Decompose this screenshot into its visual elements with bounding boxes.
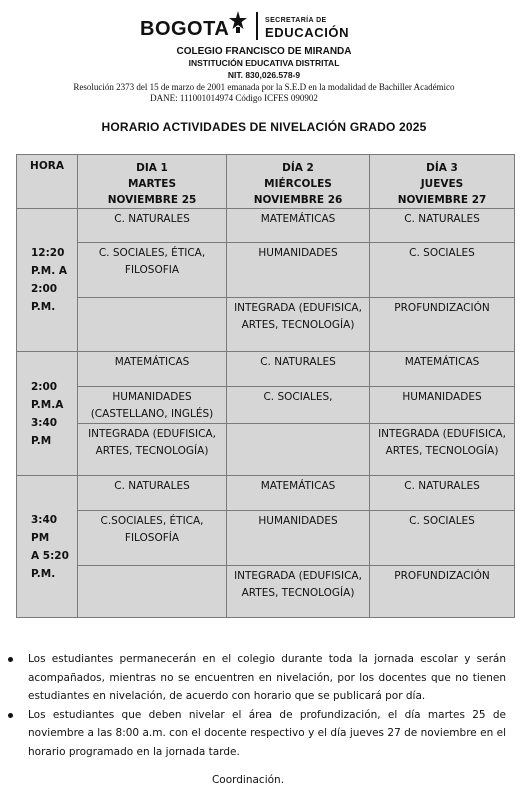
resolution-text: Resolución 2373 del 15 de marzo de 2001 emanada por la S.E.D en la modalidad de Bachiller Académico (73, 82, 455, 92)
subject-cell: MATEMÁTICAS (78, 352, 227, 387)
time-cell-block3: 3:40 PM A 5:20 P.M. (17, 476, 78, 618)
table-row (17, 476, 515, 511)
header-cell-day2: DÍA 2 MIÉRCOLES NOVIEMBRE 26 (227, 155, 370, 209)
document-title: HORARIO ACTIVIDADES DE NIVELACIÓN GRADO 2025 (101, 120, 427, 134)
schedule-table (16, 154, 515, 618)
subject-cell: C. SOCIALES (370, 243, 515, 298)
subject-cell (227, 424, 370, 476)
subject-cell: PROFUNDIZACIÓN (370, 566, 515, 618)
time-cell-block2: 2:00 P.M.A 3:40 P.M (17, 352, 78, 476)
logo-divider (256, 12, 258, 40)
table-row (17, 352, 515, 387)
table-row (17, 424, 515, 476)
subject-cell: HUMANIDADES (370, 387, 515, 424)
subject-cell: C. NATURALES (370, 209, 515, 243)
subject-cell: INTEGRADA (EDUFISICA, ARTES, TECNOLOGÍA) (227, 298, 370, 352)
subject-cell: C. SOCIALES, ÉTICA, FILOSOFIA (78, 243, 227, 298)
header-cell-day3: DÍA 3 JUEVES NOVIEMBRE 27 (370, 155, 515, 209)
subject-cell: PROFUNDIZACIÓN (370, 298, 515, 352)
logo-header (0, 8, 528, 42)
nit-number: NIT. 830,026.578-9 (227, 70, 301, 80)
institution-name: INSTITUCIÓN EDUCATIVA DISTRITAL (188, 58, 340, 68)
header-cell-hora: HORA (17, 155, 78, 209)
subject-cell (78, 566, 227, 618)
signoff: Coordinación. (211, 774, 285, 786)
star-emblem-icon (228, 10, 248, 34)
subject-cell (78, 298, 227, 352)
table-row (17, 243, 515, 298)
subject-cell: HUMANIDADES (227, 243, 370, 298)
subject-cell: MATEMÁTICAS (227, 209, 370, 243)
logo-city-text: BOGOTA (140, 18, 230, 40)
table-row (17, 566, 515, 618)
subject-cell: C. SOCIALES (370, 511, 515, 566)
dane-code: DANE: 111001014974 Código ICFES 090902 (150, 93, 318, 103)
table-row (17, 298, 515, 352)
bullet-icon (8, 657, 13, 662)
header-cell-day1: DIA 1 MARTES NOVIEMBRE 25 (78, 155, 227, 209)
time-cell-block1: 12:20 P.M. A 2:00 P.M. (17, 209, 78, 352)
school-name: COLEGIO FRANCISCO DE MIRANDA (176, 46, 352, 57)
table-row (17, 209, 515, 243)
subject-cell: C. NATURALES (227, 352, 370, 387)
subject-cell: C. NATURALES (78, 476, 227, 511)
subject-cell: C. SOCIALES, (227, 387, 370, 424)
logo-dept-line1: SECRETARÍA DE (265, 17, 327, 24)
table-row (17, 387, 515, 424)
subject-cell: C. NATURALES (370, 476, 515, 511)
subject-cell: HUMANIDADES (CASTELLANO, INGLÉS) (78, 387, 227, 424)
subject-cell: INTEGRADA (EDUFISICA, ARTES, TECNOLOGÍA) (370, 424, 515, 476)
subject-cell: MATEMÁTICAS (370, 352, 515, 387)
list-item: Los estudiantes permanecerán en el colegio durante toda la jornada escolar y serán acompañados, mientras no se encuentren en nivelación, por los docentes que no tienen estudiantes en nivelación, de acuerdo con horario que se publicará por día. (8, 650, 506, 706)
subject-cell: MATEMÁTICAS (227, 476, 370, 511)
table-row (17, 511, 515, 566)
list-item: Los estudiantes que deben nivelar el área de profundización, el día martes 25 de noviembre a las 8:00 a.m. con el docente respectivo y el día jueves 27 de noviembre en el horario programado en la jornada tarde. (8, 706, 506, 762)
subject-cell: HUMANIDADES (227, 511, 370, 566)
subject-cell: INTEGRADA (EDUFISICA, ARTES, TECNOLOGÍA) (227, 566, 370, 618)
notes-list (8, 650, 506, 761)
bullet-icon (8, 713, 13, 718)
subject-cell: C.SOCIALES, ÉTICA, FILOSOFÍA (78, 511, 227, 566)
logo-dept-line2: EDUCACIÓN (265, 25, 350, 40)
table-header-row (17, 155, 515, 209)
subject-cell: INTEGRADA (EDUFISICA, ARTES, TECNOLOGÍA) (78, 424, 227, 476)
subject-cell: C. NATURALES (78, 209, 227, 243)
